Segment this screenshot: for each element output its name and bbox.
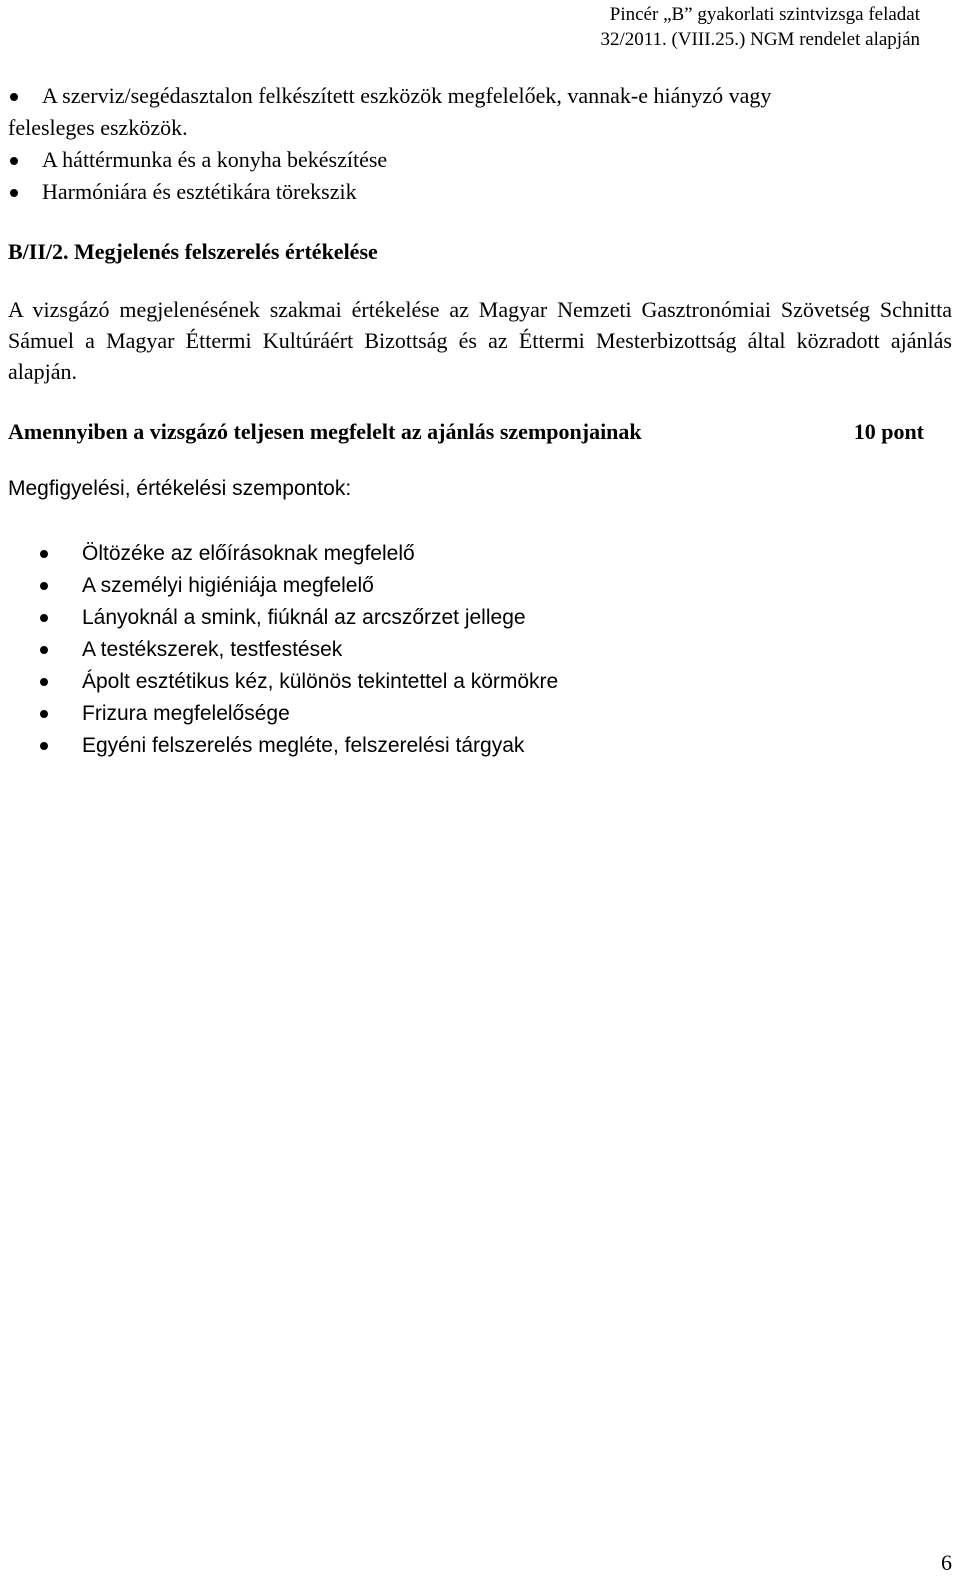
- section-title: B/II/2. Megjelenés felszerelés értékelése: [8, 239, 378, 264]
- page-header: [600, 2, 920, 52]
- list-item: [8, 80, 952, 144]
- criteria-item-text: Öltözéke az előírásoknak megfelelő: [82, 542, 415, 565]
- criteria-item-text: A testékszerek, testfestések: [82, 638, 343, 661]
- criteria-item-text: A személyi higiéniája megfelelő: [82, 574, 374, 597]
- criteria-list: [40, 538, 558, 762]
- bullet-icon: [40, 646, 48, 654]
- list-item: [40, 602, 558, 634]
- bullet-icon: [40, 582, 48, 590]
- list-item-text: Harmóniára és esztétikára törekszik: [42, 179, 357, 204]
- list-item-continuation: felesleges eszközök.: [8, 115, 188, 140]
- bullet-icon: [10, 157, 18, 165]
- list-item-text: A szerviz/segédasztalon felkészített eszközök megfelelőek, vannak-e hiányzó vagy: [42, 83, 772, 108]
- bullet-icon: [40, 678, 48, 686]
- score-points: 10 pont: [853, 419, 924, 444]
- criteria-item-text: Lányoknál a smink, fiúknál az arcszőrzet jellege: [82, 606, 526, 629]
- bullet-icon: [10, 189, 18, 197]
- header-line-2: 32/2011. (VIII.25.) NGM rendelet alapján: [600, 29, 920, 50]
- score-row: [8, 416, 924, 448]
- evaluation-paragraph: A vizsgázó megjelenésének szakmai értékelése az Magyar Nemzeti Gasztronómiai Szövetség Schnitta Sámuel a Magyar Éttermi Kultúráért Bizottság és az Éttermi Mesterbizottság által közradott ajánlás alapján.: [8, 297, 952, 384]
- list-item: [40, 634, 558, 666]
- list-item-text: A háttérmunka és a konyha bekészítése: [42, 147, 388, 172]
- bullet-icon: [40, 614, 48, 622]
- list-item: [8, 144, 952, 176]
- bullet-icon: [10, 93, 18, 101]
- list-item: [40, 698, 558, 730]
- top-bullet-list: [8, 80, 952, 208]
- list-item: [40, 570, 558, 602]
- list-item: [40, 538, 558, 570]
- header-line-1: Pincér „B” gyakorlati szintvizsga feladat: [609, 4, 920, 25]
- criteria-item-text: Frizura megfelelősége: [82, 702, 290, 725]
- bullet-icon: [40, 550, 48, 558]
- criteria-item-text: Ápolt esztétikus kéz, különös tekintettel a körmökre: [82, 670, 559, 693]
- page-number: 6: [941, 1550, 952, 1575]
- score-condition: Amennyiben a vizsgázó teljesen megfelelt az ajánlás szemponjainak: [8, 419, 642, 444]
- bullet-icon: [40, 710, 48, 718]
- criteria-label: Megfigyelési, értékelési szempontok:: [8, 477, 352, 500]
- list-item: [40, 666, 558, 698]
- list-item: [40, 730, 558, 762]
- criteria-item-text: Egyéni felszerelés megléte, felszerelési tárgyak: [82, 734, 525, 757]
- bullet-icon: [40, 742, 48, 750]
- list-item: [8, 176, 952, 208]
